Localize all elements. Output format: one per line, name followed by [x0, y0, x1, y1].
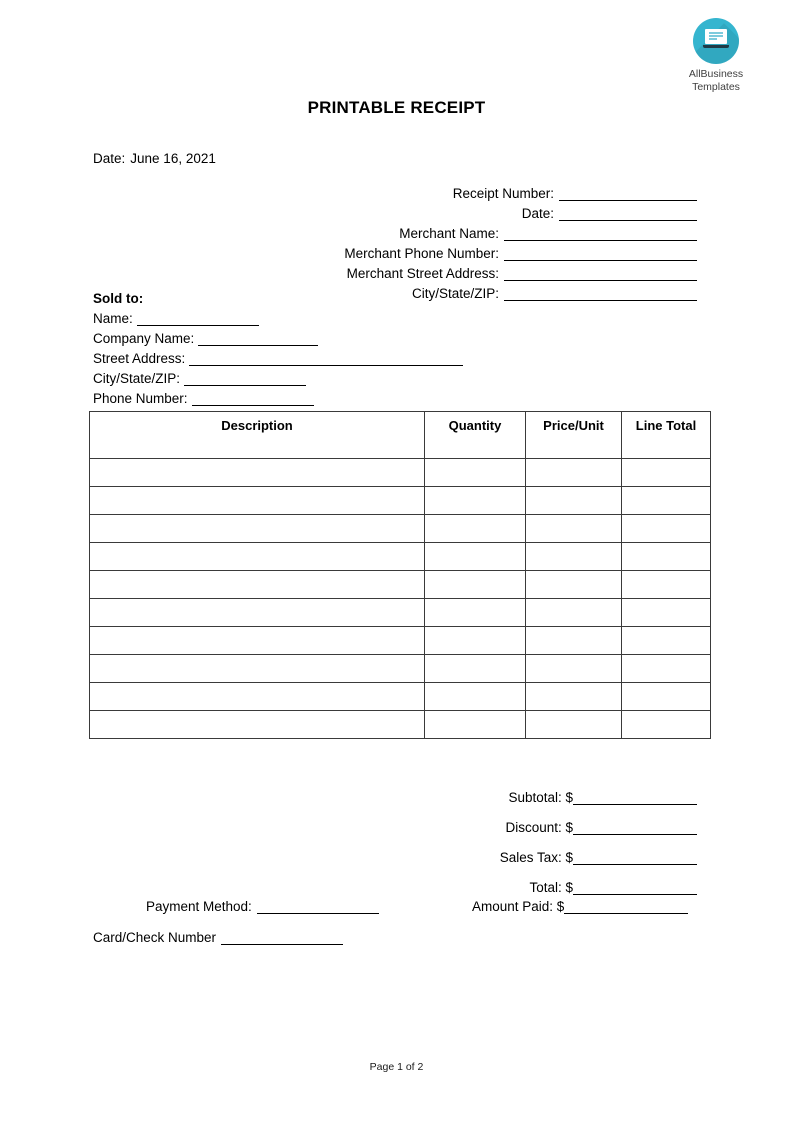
sales-tax-input[interactable] — [573, 851, 697, 865]
table-row — [90, 711, 711, 739]
cell-description[interactable] — [90, 543, 425, 571]
cell-description[interactable] — [90, 711, 425, 739]
table-row — [90, 683, 711, 711]
table-row — [90, 627, 711, 655]
field-label: Merchant Phone Number: — [344, 246, 499, 261]
field-label: Name: — [93, 311, 133, 326]
brand-name — [668, 68, 764, 93]
cell-quantity[interactable] — [425, 711, 526, 739]
cell-price-unit[interactable] — [526, 487, 622, 515]
laptop-screen — [705, 29, 727, 44]
field-amount-paid — [472, 896, 688, 914]
laptop-glyph — [703, 29, 729, 48]
field-merchant-name — [200, 223, 697, 241]
table-row — [90, 655, 711, 683]
cell-line-total[interactable] — [622, 543, 711, 571]
brand-name-line1: AllBusiness — [688, 68, 744, 80]
buyer-street-input[interactable] — [189, 352, 463, 366]
cell-description[interactable] — [90, 571, 425, 599]
cell-price-unit[interactable] — [526, 459, 622, 487]
field-label: Phone Number: — [93, 391, 188, 406]
field-label: Receipt Number: — [452, 186, 554, 201]
cell-quantity[interactable] — [425, 655, 526, 683]
field-label: Payment Method: — [146, 899, 252, 914]
field-label: Company Name: — [93, 331, 195, 346]
cell-description[interactable] — [90, 599, 425, 627]
cell-line-total[interactable] — [622, 487, 711, 515]
page-footer: Page 1 of 2 — [369, 1061, 424, 1073]
field-label: City/State/ZIP: — [411, 286, 499, 301]
table-row — [90, 543, 711, 571]
cell-line-total[interactable] — [622, 515, 711, 543]
cell-price-unit[interactable] — [526, 515, 622, 543]
field-label: Discount: $ — [505, 820, 573, 835]
cell-quantity[interactable] — [425, 459, 526, 487]
cell-quantity[interactable] — [425, 683, 526, 711]
table-row — [90, 487, 711, 515]
card-check-number-input[interactable] — [221, 931, 343, 945]
laptop-icon — [693, 18, 739, 64]
cell-quantity[interactable] — [425, 487, 526, 515]
cell-line-total[interactable] — [622, 683, 711, 711]
sold-to-heading: Sold to: — [93, 291, 144, 306]
merchant-date-input[interactable] — [559, 207, 697, 221]
column-header-description: Description — [90, 412, 425, 459]
cell-description[interactable] — [90, 683, 425, 711]
field-payment-method — [146, 896, 379, 914]
screen-line — [709, 32, 723, 34]
document-date-value: June 16, 2021 — [130, 151, 216, 166]
field-subtotal — [380, 783, 697, 805]
cell-description[interactable] — [90, 515, 425, 543]
field-card-check-number — [93, 927, 343, 945]
field-label: Street Address: — [93, 351, 186, 366]
cell-price-unit[interactable] — [526, 655, 622, 683]
buyer-phone-input[interactable] — [192, 392, 314, 406]
field-label: Subtotal: $ — [508, 790, 573, 805]
cell-quantity[interactable] — [425, 543, 526, 571]
field-buyer-company — [93, 328, 463, 346]
field-label: City/State/ZIP: — [93, 371, 181, 386]
buyer-citystatezip-input[interactable] — [184, 372, 306, 386]
amount-paid-input[interactable] — [564, 900, 688, 914]
sold-to-block — [93, 291, 463, 408]
table-row — [90, 459, 711, 487]
table-row — [90, 515, 711, 543]
cell-price-unit[interactable] — [526, 599, 622, 627]
field-label: Merchant Street Address: — [346, 266, 499, 281]
column-header-price-unit: Price/Unit — [526, 412, 622, 459]
screen-line — [709, 38, 717, 40]
cell-line-total[interactable] — [622, 599, 711, 627]
field-merchant-date — [200, 203, 697, 221]
document-date — [93, 151, 216, 166]
cell-description[interactable] — [90, 655, 425, 683]
merchant-name-input[interactable] — [504, 227, 697, 241]
field-label: Total: $ — [529, 880, 573, 895]
brand-logo — [668, 18, 764, 93]
cell-line-total[interactable] — [622, 627, 711, 655]
document-date-label: Date: — [93, 151, 126, 166]
cell-line-total[interactable] — [622, 655, 711, 683]
brand-name-line2: Templates — [692, 80, 740, 93]
field-label: Amount Paid: $ — [472, 899, 565, 914]
field-total — [380, 873, 697, 895]
table-row — [90, 571, 711, 599]
field-buyer-phone — [93, 388, 463, 406]
table-body — [90, 459, 711, 739]
cell-line-total[interactable] — [622, 571, 711, 599]
field-merchant-street — [200, 263, 697, 281]
cell-price-unit[interactable] — [526, 543, 622, 571]
cell-line-total[interactable] — [622, 459, 711, 487]
laptop-base — [703, 45, 729, 48]
page-title: PRINTABLE RECEIPT — [307, 98, 486, 117]
receipt-number-input[interactable] — [559, 187, 697, 201]
cell-description[interactable] — [90, 627, 425, 655]
field-buyer-street — [93, 348, 463, 366]
cell-price-unit[interactable] — [526, 683, 622, 711]
field-label: Sales Tax: $ — [499, 850, 573, 865]
merchant-phone-input[interactable] — [504, 247, 697, 261]
cell-price-unit[interactable] — [526, 571, 622, 599]
merchant-citystatezip-input[interactable] — [504, 287, 697, 301]
column-header-quantity: Quantity — [425, 412, 526, 459]
field-label: Merchant Name: — [399, 226, 499, 241]
cell-quantity[interactable] — [425, 627, 526, 655]
column-header-line-total: Line Total — [622, 412, 711, 459]
discount-input[interactable] — [573, 821, 697, 835]
field-receipt-number — [200, 183, 697, 201]
merchant-info-block — [200, 183, 697, 303]
field-merchant-phone — [200, 243, 697, 261]
totals-block — [380, 783, 697, 903]
cell-price-unit[interactable] — [526, 627, 622, 655]
payment-method-input[interactable] — [257, 900, 379, 914]
screen-line — [709, 35, 723, 37]
field-buyer-citystatezip — [93, 368, 463, 386]
field-label: Card/Check Number — [93, 930, 217, 945]
cell-quantity[interactable] — [425, 599, 526, 627]
field-discount — [380, 813, 697, 835]
cell-quantity[interactable] — [425, 515, 526, 543]
table-header-row — [90, 412, 711, 459]
field-sales-tax — [380, 843, 697, 865]
line-items-table — [89, 411, 711, 739]
cell-price-unit[interactable] — [526, 711, 622, 739]
subtotal-input[interactable] — [573, 791, 697, 805]
cell-line-total[interactable] — [622, 711, 711, 739]
cell-description[interactable] — [90, 459, 425, 487]
field-label: Date: — [521, 206, 554, 221]
buyer-company-input[interactable] — [198, 332, 318, 346]
field-buyer-name — [93, 308, 463, 326]
buyer-name-input[interactable] — [137, 312, 259, 326]
total-input[interactable] — [573, 881, 697, 895]
merchant-street-input[interactable] — [504, 267, 697, 281]
table-row — [90, 599, 711, 627]
cell-quantity[interactable] — [425, 571, 526, 599]
cell-description[interactable] — [90, 487, 425, 515]
